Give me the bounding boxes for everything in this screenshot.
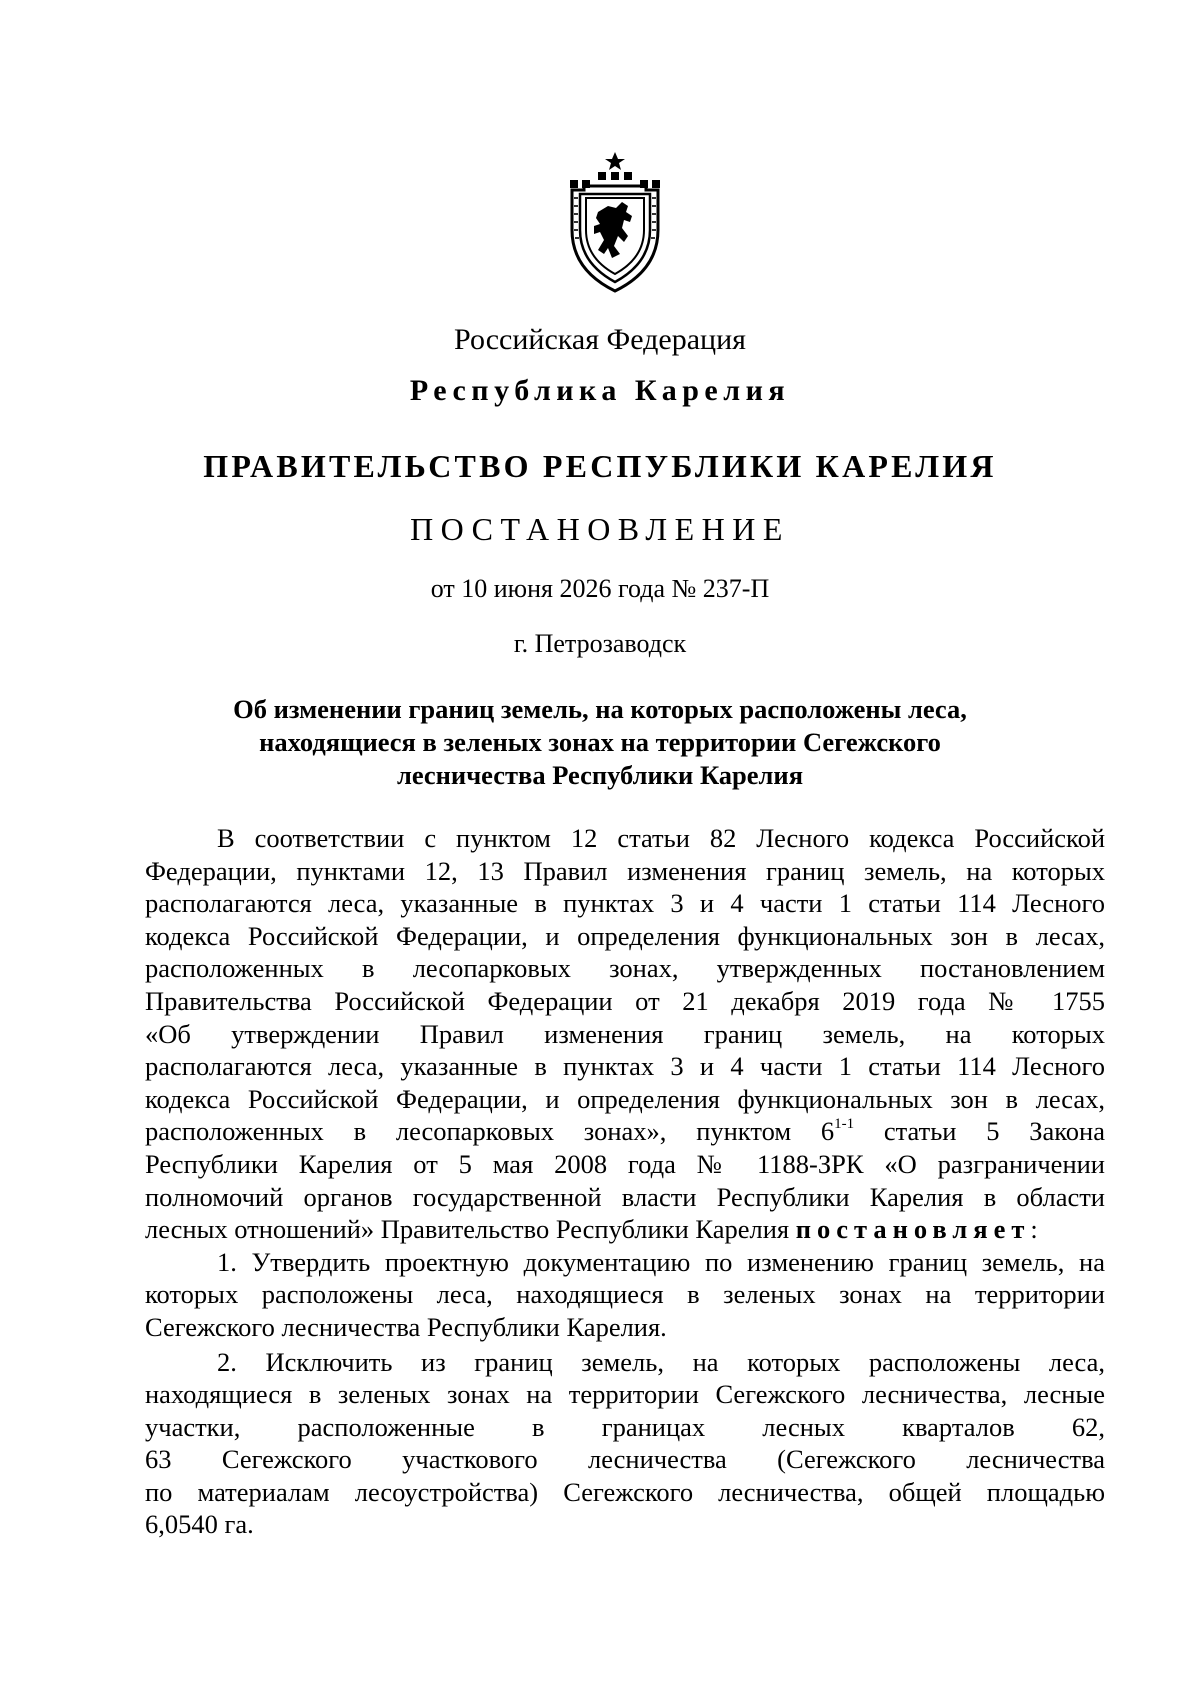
preamble-text: расположенных в лесопарковых зонах», пунктом 6 [145,1116,835,1147]
preamble-line [145,1213,1105,1246]
superscript-1-1: 1-1 [834,1116,855,1133]
item-2-line: участки, расположенные в границах лесных кварталов 62, [145,1411,1105,1442]
document-city: г. Петрозаводск [513,629,687,658]
document-subject [180,693,1020,792]
preamble-line: Республики Карелия от 5 мая 2008 года № 1188-ЗРК «О разграничении [145,1148,1105,1179]
item-2-line: 63 Сегежского участкового лесничества (Сегежского лесничества [145,1444,1105,1475]
republic-name: Республика Карелия [409,374,791,407]
coat-of-arms-emblem [568,150,662,293]
preamble-line: полномочий органов государственной власти Республики Карелия в области [145,1181,1105,1212]
item-2-line: 2. Исключить из границ земель, на которых расположены леса, [217,1346,1105,1377]
preamble-line: В соответствии с пунктом 12 статьи 82 Лесного кодекса Российской [217,823,1105,853]
preamble-line: расположенных в лесопарковых зонах, утвержденных постановлением [145,953,1105,984]
resolves-word: постановляет [795,1214,1031,1245]
document-body [145,822,1105,1541]
preamble-text: статьи 5 Закона [883,1116,1105,1147]
preamble-line: Федерации, пунктами 12, 13 Правил изменения границ земель, на которых [145,855,1105,886]
document-type: ПОСТАНОВЛЕНИЕ [410,511,790,547]
preamble-line: кодекса Российской Федерации, и определения функциональных зон в лесах, [145,1083,1105,1114]
subject-line: находящиеся в зеленых зонах на территории Сегежского [259,727,941,757]
federation-name: Российская Федерация [454,323,746,356]
item-2-line: 6,0540 га. [145,1509,254,1540]
item-1-line: которых расположены леса, находящиеся в зеленых зонах на территории [145,1279,1105,1310]
preamble-line: располагаются леса, указанные в пунктах 3 и 4 части 1 статьи 114 Лесного [145,888,1105,919]
preamble-text: : [1030,1214,1038,1245]
preamble-line [145,1115,1105,1148]
preamble-line: Правительства Российской Федерации от 21 декабря 2019 года № 1755 [145,985,1105,1016]
item-1-line: Сегежского лесничества Республики Карелия. [145,1311,667,1342]
item-2-line: находящиеся в зеленых зонах на территории Сегежского лесничества, лесные [145,1379,1105,1410]
preamble-text: лесных отношений» Правительство Республики Карелия [145,1214,796,1245]
preamble-line: располагаются леса, указанные в пунктах 3 и 4 части 1 статьи 114 Лесного [145,1051,1105,1082]
preamble-line: кодекса Российской Федерации, и определения функциональных зон в лесах, [145,920,1105,951]
subject-line: Об изменении границ земель, на которых расположены леса, [233,694,967,724]
subject-line: лесничества Республики Карелия [396,760,804,790]
document-date-number: от 10 июня 2026 года № 237-П [430,574,770,603]
item-1-line: 1. Утвердить проектную документацию по изменению границ земель, на [217,1246,1105,1277]
government-title: ПРАВИТЕЛЬСТВО РЕСПУБЛИКИ КАРЕЛИЯ [203,448,997,484]
item-2-line: по материалам лесоустройства) Сегежского лесничества, общей площадью [145,1476,1105,1507]
preamble-line: «Об утверждении Правил изменения границ земель, на которых [145,1018,1105,1049]
